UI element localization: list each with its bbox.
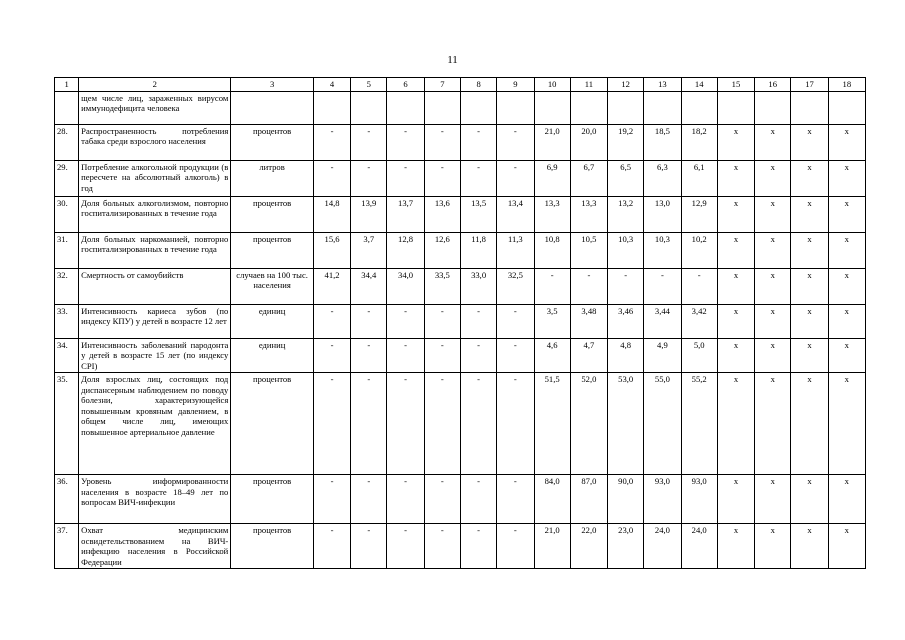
value-cell: - (497, 475, 534, 524)
value-cell: - (497, 373, 534, 475)
value-cell: x (828, 125, 865, 161)
value-cell: 19,2 (608, 125, 644, 161)
value-cell: x (828, 197, 865, 233)
value-cell: 33,0 (460, 269, 496, 305)
value-cell: x (791, 125, 828, 161)
value-cell: 11,8 (460, 233, 496, 269)
value-cell: 53,0 (608, 373, 644, 475)
value-cell: 24,0 (644, 524, 681, 569)
value-cell: - (351, 339, 387, 373)
unit-cell: единиц (231, 339, 314, 373)
table-row (55, 339, 866, 373)
value-cell: 23,0 (608, 524, 644, 569)
table-row (55, 92, 866, 125)
unit-cell: процентов (231, 475, 314, 524)
value-cell: x (717, 305, 754, 339)
column-header: 4 (313, 78, 350, 92)
value-cell: x (828, 373, 865, 475)
value-cell: 4,6 (534, 339, 570, 373)
value-cell: x (755, 524, 791, 569)
unit-cell: процентов (231, 373, 314, 475)
value-cell: 12,9 (681, 197, 717, 233)
value-cell (424, 92, 460, 125)
value-cell: - (681, 269, 717, 305)
table-row (55, 305, 866, 339)
value-cell: 13,6 (424, 197, 460, 233)
value-cell: x (755, 233, 791, 269)
value-cell: x (828, 269, 865, 305)
table-row (55, 475, 866, 524)
table-row (55, 197, 866, 233)
indicator-name: щем числе лиц, зараженных вирусом иммунодефицита человека (79, 92, 231, 125)
value-cell: 55,0 (644, 373, 681, 475)
row-number: 34. (55, 339, 79, 373)
column-header: 5 (351, 78, 387, 92)
value-cell (313, 92, 350, 125)
value-cell: - (313, 475, 350, 524)
column-header: 12 (608, 78, 644, 92)
value-cell: - (387, 161, 424, 197)
column-header: 15 (717, 78, 754, 92)
value-cell: 4,8 (608, 339, 644, 373)
value-cell: 13,3 (570, 197, 607, 233)
column-header: 14 (681, 78, 717, 92)
header-row (55, 78, 866, 92)
value-cell: 87,0 (570, 475, 607, 524)
value-cell: - (351, 373, 387, 475)
value-cell: - (313, 305, 350, 339)
value-cell: 13,5 (460, 197, 496, 233)
column-header: 9 (497, 78, 534, 92)
value-cell: x (717, 269, 754, 305)
unit-cell: процентов (231, 125, 314, 161)
value-cell: - (460, 524, 496, 569)
value-cell: - (351, 475, 387, 524)
indicator-name: Охват медицинским освидетельствованием на ВИЧ-инфекцию населения в Российской Федерации (79, 524, 231, 569)
row-number: 29. (55, 161, 79, 197)
indicator-name: Распространенность потребления табака среди взрослого населения (79, 125, 231, 161)
value-cell: - (497, 305, 534, 339)
row-number: 31. (55, 233, 79, 269)
value-cell: - (608, 269, 644, 305)
value-cell: x (717, 524, 754, 569)
table-row (55, 161, 866, 197)
value-cell (791, 92, 828, 125)
value-cell: - (313, 125, 350, 161)
value-cell: 55,2 (681, 373, 717, 475)
value-cell: 18,5 (644, 125, 681, 161)
column-header: 2 (79, 78, 231, 92)
value-cell: 10,3 (608, 233, 644, 269)
value-cell: 3,44 (644, 305, 681, 339)
value-cell: x (717, 233, 754, 269)
value-cell: - (644, 269, 681, 305)
row-number: 28. (55, 125, 79, 161)
value-cell: - (387, 339, 424, 373)
value-cell: 6,9 (534, 161, 570, 197)
column-header: 6 (387, 78, 424, 92)
value-cell: x (755, 475, 791, 524)
value-cell: 3,48 (570, 305, 607, 339)
value-cell: 24,0 (681, 524, 717, 569)
unit-cell: литров (231, 161, 314, 197)
value-cell: - (387, 305, 424, 339)
unit-cell: процентов (231, 197, 314, 233)
row-number: 37. (55, 524, 79, 569)
column-header: 3 (231, 78, 314, 92)
table-row (55, 125, 866, 161)
value-cell: - (313, 373, 350, 475)
value-cell: 18,2 (681, 125, 717, 161)
value-cell (644, 92, 681, 125)
value-cell: - (351, 125, 387, 161)
table-row (55, 524, 866, 569)
value-cell: x (828, 475, 865, 524)
value-cell (534, 92, 570, 125)
value-cell: x (828, 524, 865, 569)
value-cell: x (717, 197, 754, 233)
value-cell: 10,5 (570, 233, 607, 269)
page-number: 11 (447, 54, 458, 66)
value-cell: 12,6 (424, 233, 460, 269)
value-cell (608, 92, 644, 125)
value-cell (570, 92, 607, 125)
value-cell: - (351, 524, 387, 569)
value-cell: - (460, 339, 496, 373)
value-cell: - (460, 125, 496, 161)
value-cell: x (791, 305, 828, 339)
value-cell: - (387, 373, 424, 475)
value-cell: - (534, 269, 570, 305)
value-cell: 11,3 (497, 233, 534, 269)
row-number: 33. (55, 305, 79, 339)
value-cell: 3,42 (681, 305, 717, 339)
value-cell: - (497, 339, 534, 373)
value-cell: 4,9 (644, 339, 681, 373)
value-cell: x (791, 339, 828, 373)
column-header: 8 (460, 78, 496, 92)
value-cell: 10,3 (644, 233, 681, 269)
value-cell: 6,7 (570, 161, 607, 197)
value-cell: - (387, 475, 424, 524)
value-cell: 4,7 (570, 339, 607, 373)
value-cell: x (755, 305, 791, 339)
value-cell: x (791, 373, 828, 475)
row-number: 32. (55, 269, 79, 305)
value-cell: - (570, 269, 607, 305)
value-cell: x (717, 339, 754, 373)
value-cell: x (791, 161, 828, 197)
value-cell: 3,5 (534, 305, 570, 339)
value-cell: - (424, 475, 460, 524)
value-cell (460, 92, 496, 125)
unit-cell: случаев на 100 тыс. населения (231, 269, 314, 305)
row-number (55, 92, 79, 125)
indicator-name: Потребление алкогольной продукции (в пересчете на абсолютный алкоголь) в год (79, 161, 231, 197)
value-cell: x (755, 197, 791, 233)
value-cell (755, 92, 791, 125)
value-cell: 51,5 (534, 373, 570, 475)
value-cell: - (313, 161, 350, 197)
value-cell: 6,3 (644, 161, 681, 197)
value-cell (387, 92, 424, 125)
indicator-name: Интенсивность заболеваний пародонта у детей в возрасте 15 лет (по индексу CPI) (79, 339, 231, 373)
indicator-name: Смертность от самоубийств (79, 269, 231, 305)
value-cell: x (755, 125, 791, 161)
value-cell: x (791, 475, 828, 524)
value-cell: x (828, 161, 865, 197)
value-cell: 12,8 (387, 233, 424, 269)
value-cell: 22,0 (570, 524, 607, 569)
value-cell: 34,0 (387, 269, 424, 305)
value-cell: - (424, 524, 460, 569)
unit-cell: единиц (231, 305, 314, 339)
unit-cell (231, 92, 314, 125)
value-cell (828, 92, 865, 125)
value-cell: 21,0 (534, 524, 570, 569)
value-cell: 90,0 (608, 475, 644, 524)
value-cell: x (717, 373, 754, 475)
row-number: 30. (55, 197, 79, 233)
value-cell: x (791, 269, 828, 305)
value-cell: 13,3 (534, 197, 570, 233)
value-cell: - (460, 305, 496, 339)
value-cell: 3,46 (608, 305, 644, 339)
value-cell: x (755, 161, 791, 197)
value-cell: 3,7 (351, 233, 387, 269)
value-cell: 34,4 (351, 269, 387, 305)
value-cell: - (387, 524, 424, 569)
row-number: 35. (55, 373, 79, 475)
column-header: 16 (755, 78, 791, 92)
value-cell: 13,4 (497, 197, 534, 233)
value-cell: 13,9 (351, 197, 387, 233)
value-cell: - (497, 524, 534, 569)
table-row (55, 373, 866, 475)
indicators-table (54, 77, 866, 569)
value-cell: x (717, 475, 754, 524)
value-cell: 32,5 (497, 269, 534, 305)
value-cell: 6,5 (608, 161, 644, 197)
value-cell (717, 92, 754, 125)
value-cell: - (497, 125, 534, 161)
column-header: 1 (55, 78, 79, 92)
unit-cell: процентов (231, 233, 314, 269)
value-cell: 20,0 (570, 125, 607, 161)
value-cell: - (424, 373, 460, 475)
value-cell: 41,2 (313, 269, 350, 305)
value-cell (351, 92, 387, 125)
value-cell: 14,8 (313, 197, 350, 233)
column-header: 17 (791, 78, 828, 92)
unit-cell: процентов (231, 524, 314, 569)
value-cell: 13,0 (644, 197, 681, 233)
indicator-name: Интенсивность кариеса зубов (по индексу КПУ) у детей в возрасте 12 лет (79, 305, 231, 339)
value-cell: 10,2 (681, 233, 717, 269)
value-cell: - (351, 305, 387, 339)
value-cell (681, 92, 717, 125)
value-cell: 33,5 (424, 269, 460, 305)
value-cell: x (828, 339, 865, 373)
value-cell: - (424, 305, 460, 339)
value-cell: 93,0 (644, 475, 681, 524)
value-cell: x (755, 269, 791, 305)
value-cell: x (828, 305, 865, 339)
value-cell: 6,1 (681, 161, 717, 197)
indicator-name: Доля больных алкоголизмом, повторно госпитализированных в течение года (79, 197, 231, 233)
value-cell: 13,2 (608, 197, 644, 233)
table-row (55, 269, 866, 305)
row-number: 36. (55, 475, 79, 524)
value-cell: - (313, 524, 350, 569)
value-cell: - (497, 161, 534, 197)
value-cell: 13,7 (387, 197, 424, 233)
value-cell: 21,0 (534, 125, 570, 161)
value-cell: - (460, 161, 496, 197)
value-cell: 10,8 (534, 233, 570, 269)
value-cell: x (791, 233, 828, 269)
value-cell: - (424, 161, 460, 197)
value-cell (497, 92, 534, 125)
value-cell: 52,0 (570, 373, 607, 475)
column-header: 13 (644, 78, 681, 92)
value-cell: 15,6 (313, 233, 350, 269)
indicator-name: Доля взрослых лиц, состоящих под диспансерным наблюдением по поводу болезни, характеризующейся повышенным кровяным давлением, в общем числе лиц, имеющих повышенное артериальное давление (79, 373, 231, 475)
value-cell: x (828, 233, 865, 269)
value-cell: - (313, 339, 350, 373)
value-cell: 84,0 (534, 475, 570, 524)
value-cell: - (424, 339, 460, 373)
column-header: 18 (828, 78, 865, 92)
column-header: 7 (424, 78, 460, 92)
value-cell: x (755, 339, 791, 373)
value-cell: 93,0 (681, 475, 717, 524)
indicator-name: Уровень информированности населения в возрасте 18–49 лет по вопросам ВИЧ-инфекции (79, 475, 231, 524)
value-cell: x (791, 524, 828, 569)
column-header: 11 (570, 78, 607, 92)
value-cell: x (717, 125, 754, 161)
indicator-name: Доля больных наркоманией, повторно госпитализированных в течение года (79, 233, 231, 269)
value-cell: - (351, 161, 387, 197)
value-cell: x (717, 161, 754, 197)
value-cell: x (791, 197, 828, 233)
value-cell: - (424, 125, 460, 161)
table-row (55, 233, 866, 269)
value-cell: 5,0 (681, 339, 717, 373)
value-cell: - (387, 125, 424, 161)
value-cell: - (460, 373, 496, 475)
value-cell: x (755, 373, 791, 475)
column-header: 10 (534, 78, 570, 92)
value-cell: - (460, 475, 496, 524)
